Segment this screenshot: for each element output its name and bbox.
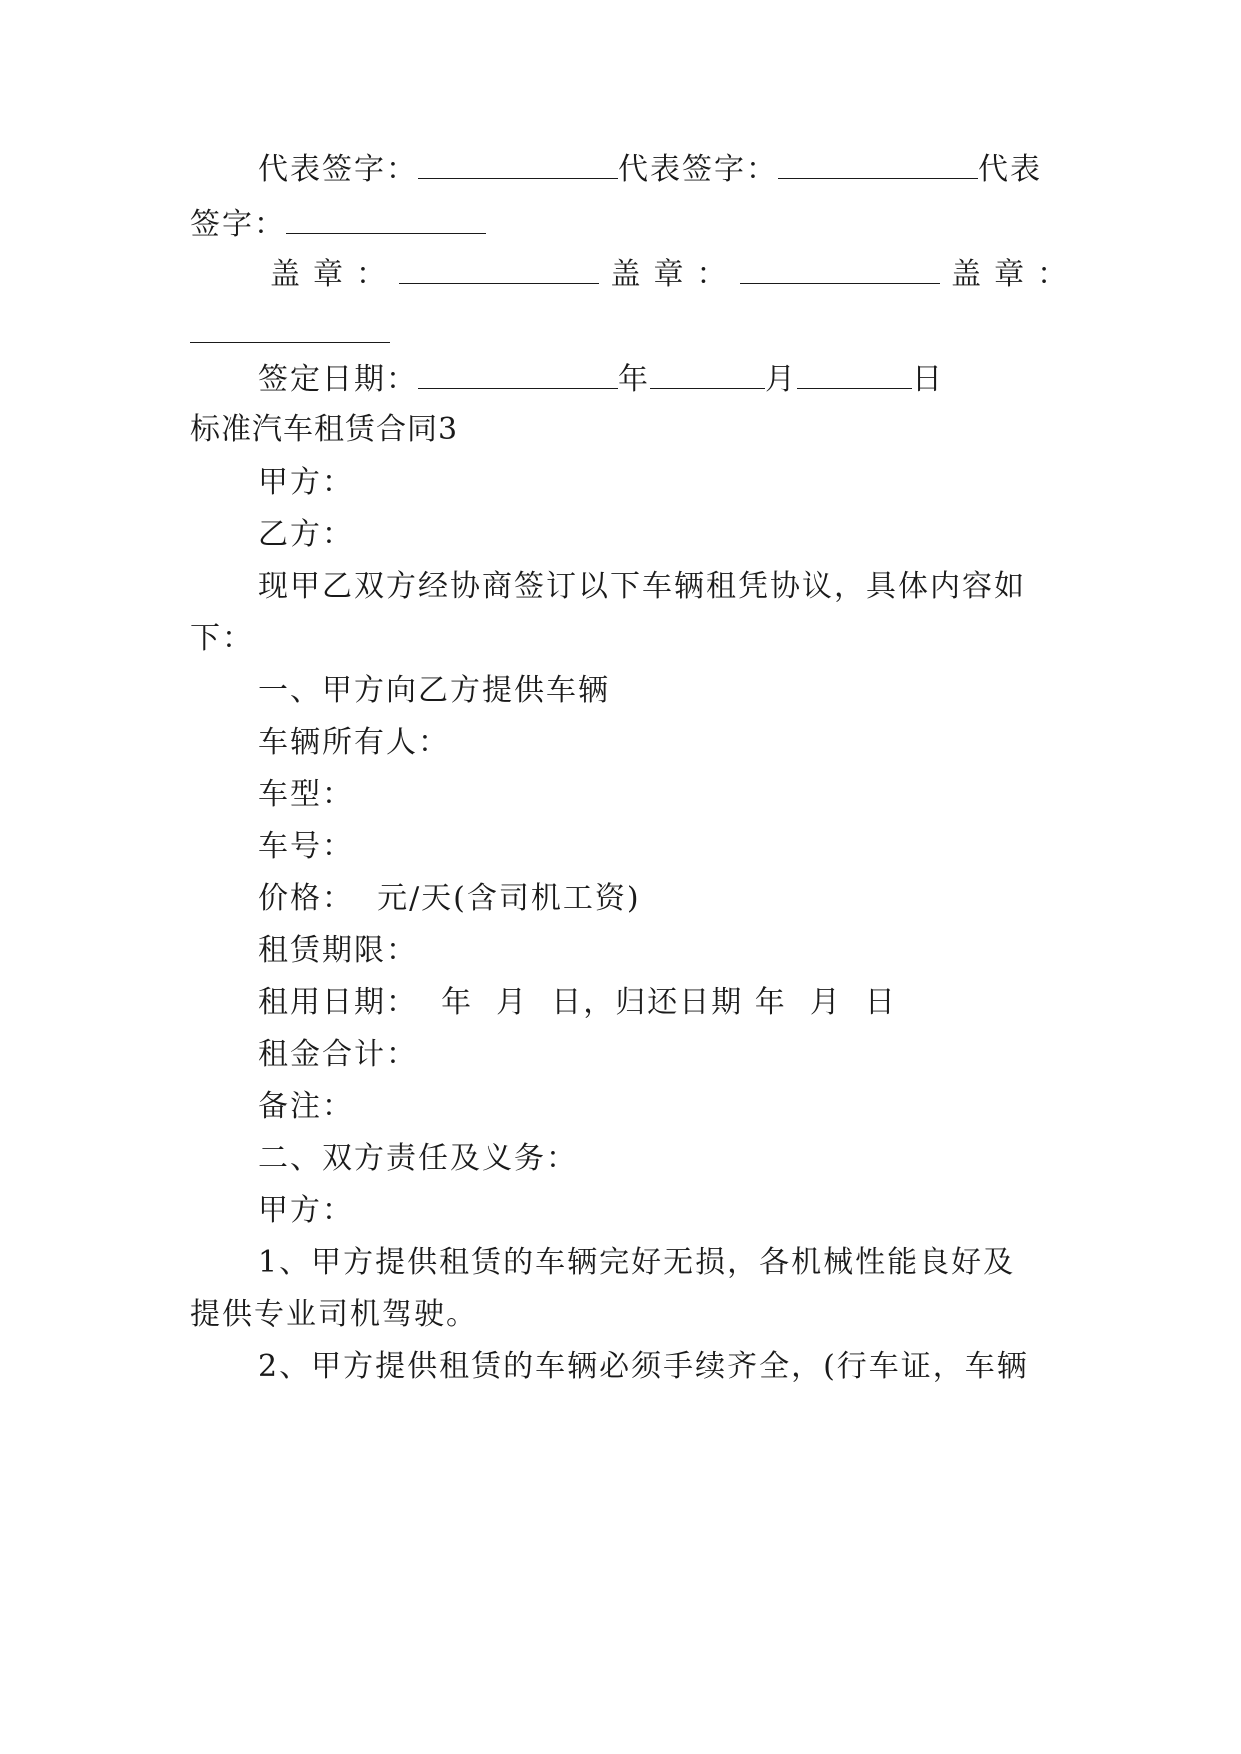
- party-b-label: 乙方：: [258, 517, 354, 552]
- rent-total-label: 租金合计：: [258, 1037, 418, 1072]
- year-label: 年: [618, 362, 650, 397]
- vehicle-plate-label: 车号：: [258, 829, 354, 864]
- sign-date-day-blank: [797, 358, 912, 389]
- duty-item-1-line-2: 提供专业司机驾驶。: [190, 1297, 478, 1332]
- duty-item-1-line-1: 1、甲方提供租赁的车辆完好无损，各机械性能良好及: [258, 1245, 1016, 1280]
- seal-label-3: 盖章：: [951, 257, 1081, 292]
- signature-line-1: [258, 148, 1060, 190]
- contract-title: 标准汽车租赁合同3: [190, 412, 459, 447]
- section-1-heading: 一、甲方向乙方提供车辆: [258, 673, 610, 708]
- sign-date-month-blank: [650, 358, 765, 389]
- party-a-duties-label: 甲方：: [258, 1193, 354, 1228]
- day-label: 日: [912, 362, 944, 397]
- lease-dates-line: 租用日期： 年 月 日，归还日期 年 月 日: [258, 985, 897, 1020]
- seal-blank-2: [740, 253, 940, 284]
- sign-date-line: [258, 358, 1060, 400]
- vehicle-model-label: 车型：: [258, 777, 354, 812]
- vehicle-owner-label: 车辆所有人：: [258, 725, 450, 760]
- seal-label-2: 盖章：: [610, 257, 740, 292]
- seal-line: [270, 253, 1140, 295]
- intro-text-line-2: 下：: [190, 621, 254, 656]
- seal-label-1: 盖章：: [270, 257, 399, 292]
- intro-text-line-1: 现甲乙双方经协商签订以下车辆租凭协议，具体内容如: [258, 569, 1026, 604]
- price-line: 价格： 元/天(含司机工资): [258, 881, 641, 916]
- rep-sign-label-2: 代表签字：: [618, 152, 778, 187]
- rep-sign-label-3-tail: 签字：: [190, 207, 286, 242]
- rep-sign-label-1: 代表签字：: [258, 152, 418, 187]
- seal-blank-3: [190, 312, 390, 343]
- sign-date-year-blank: [418, 358, 618, 389]
- section-2-heading: 二、双方责任及义务：: [258, 1141, 578, 1176]
- seal-blank-1: [399, 253, 599, 284]
- party-a-label: 甲方：: [258, 465, 354, 500]
- rep-sign-blank-1: [418, 148, 618, 179]
- signature-line-2: [190, 203, 1060, 245]
- rep-sign-label-3-head: 代表: [978, 152, 1042, 187]
- month-label: 月: [765, 362, 797, 397]
- sign-date-label: 签定日期：: [258, 362, 418, 397]
- lease-term-label: 租赁期限：: [258, 933, 418, 968]
- rep-sign-blank-2: [778, 148, 978, 179]
- duty-item-2-line-1: 2、甲方提供租赁的车辆必须手续齐全，(行车证，车辆: [258, 1349, 1029, 1384]
- seal-line-2: [190, 312, 1060, 354]
- rep-sign-blank-3: [286, 203, 486, 234]
- remarks-label: 备注：: [258, 1089, 354, 1124]
